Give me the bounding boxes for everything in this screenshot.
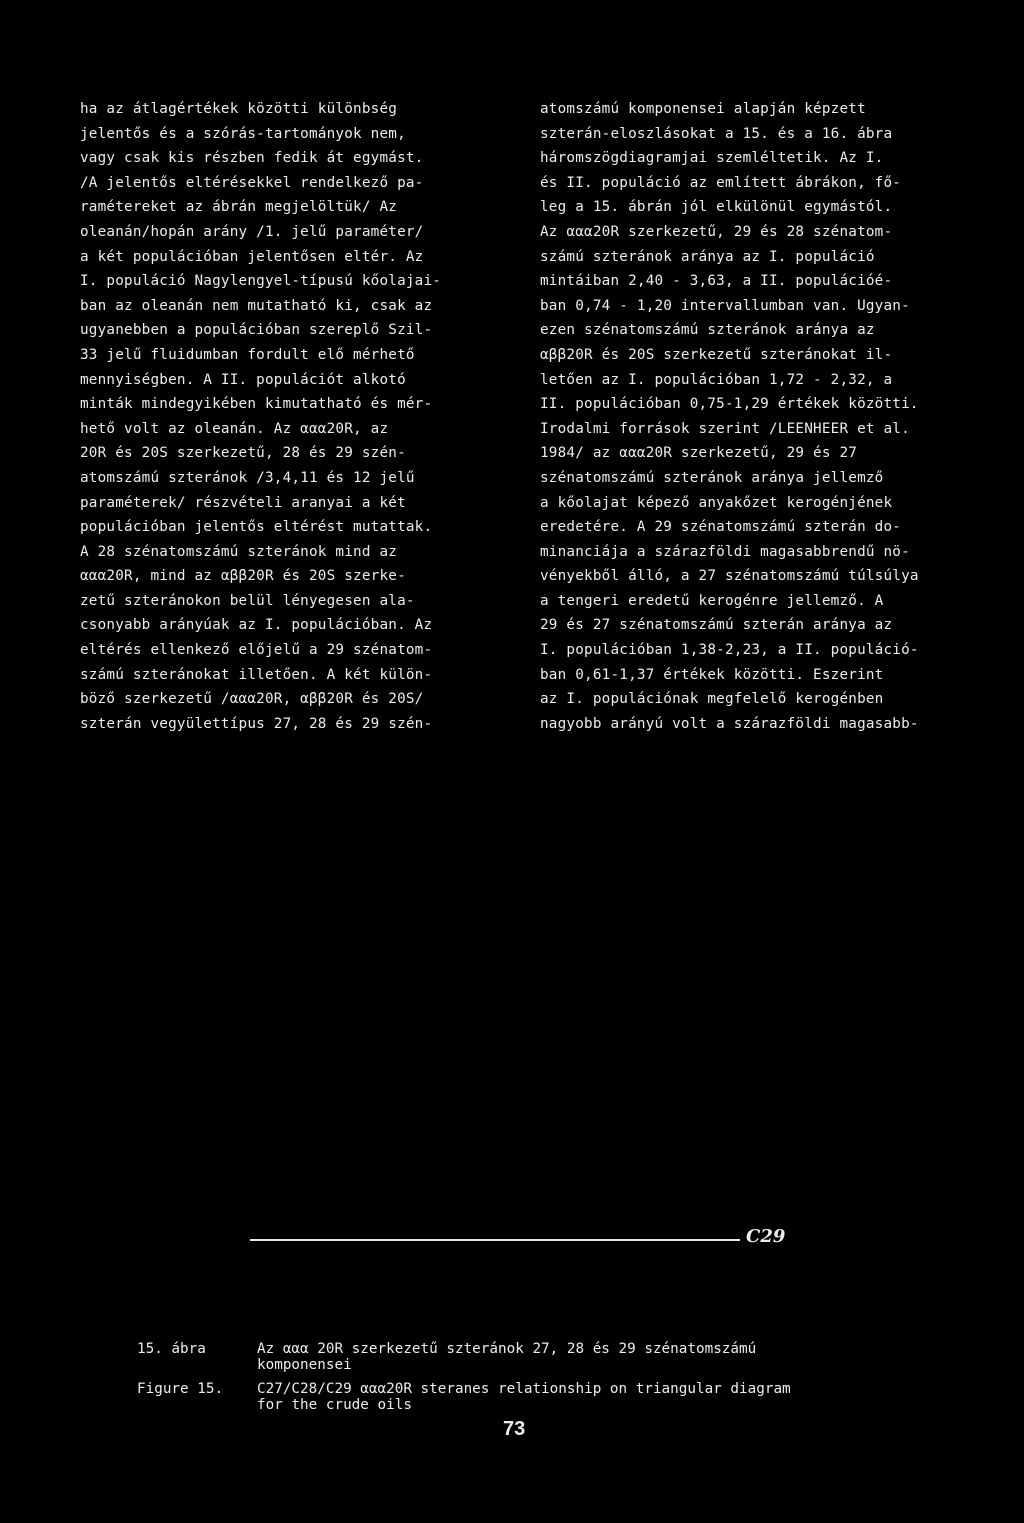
text-line: a két populációban jelentősen eltér. Az (80, 248, 424, 265)
text-line: szénatomszámú szteránok aránya jellemző (540, 469, 884, 486)
figure-axis-label: C29 (746, 1226, 786, 1247)
figure-triangle-base-line (250, 1239, 740, 1241)
text-line: hető volt az oleanán. Az ααα20R, az (80, 420, 389, 437)
caption-line: Az ααα 20R szerkezetű szteránok 27, 28 és 29 szénatomszámú (257, 1341, 757, 1357)
text-line: háromszögdiagramjai szemléltetik. Az I. (540, 150, 884, 167)
caption-number: Figure 15. (137, 1381, 224, 1397)
text-line: paraméterek/ részvételi aranyai a két (80, 494, 406, 511)
right-text-column (540, 97, 980, 736)
caption-number: 15. ábra (137, 1341, 206, 1357)
text-line: ban 0,74 - 1,20 intervallumban van. Ugyan- (540, 297, 910, 314)
text-line: ban 0,61-1,37 értékek közötti. Eszerint (540, 666, 884, 683)
text-line: 20R és 20S szerkezetű, 28 és 29 szén- (80, 445, 406, 462)
text-line: és II. populáció az említett ábrákon, fő- (540, 174, 902, 191)
text-line: ban az oleanán nem mutatható ki, csak az (80, 297, 433, 314)
caption-line: C27/C28/C29 ααα20R steranes relationship on triangular diagram (257, 1381, 791, 1397)
text-line: letően az I. populációban 1,72 - 2,32, a (540, 371, 893, 388)
text-line: vagy csak kis részben fedik át egymást. (80, 150, 424, 167)
text-line: a tengeri eredetű kerogénre jellemző. A (540, 592, 884, 609)
left-text-column (80, 97, 480, 736)
text-line: minták mindegyikében kimutatható és mér- (80, 396, 433, 413)
text-line: szterán vegyülettípus 27, 28 és 29 szén- (80, 715, 433, 732)
text-line: ramétereket az ábrán megjelöltük/ Az (80, 199, 398, 216)
caption-line: komponensei (257, 1357, 352, 1373)
text-line: csonyabb arányúak az I. populációban. Az (80, 617, 433, 634)
text-line: az I. populációnak megfelelő kerogénben (540, 691, 884, 708)
text-line: ααα20R, mind az αββ20R és 20S szerke- (80, 568, 406, 585)
text-line: ezen szénatomszámú szteránok aránya az (540, 322, 875, 339)
text-line: nagyobb arányú volt a szárazföldi magasabb- (540, 715, 919, 732)
text-line: Az ααα20R szerkezetű, 29 és 28 szénatom- (540, 223, 893, 240)
text-line: leg a 15. ábrán jól elkülönül egymástól. (540, 199, 893, 216)
text-line: böző szerkezetű /ααα20R, αββ20R és 20S/ (80, 691, 424, 708)
text-line: /A jelentős eltérésekkel rendelkező pa- (80, 174, 424, 191)
text-line: atomszámú szteránok /3,4,11 és 12 jelű (80, 469, 415, 486)
text-line: 29 és 27 szénatomszámú szterán aránya az (540, 617, 893, 634)
text-line: ha az átlagértékek közötti különbség (80, 101, 398, 117)
text-line: I. populáció Nagylengyel-típusú kőolajai- (80, 273, 442, 290)
text-line: I. populációban 1,38-2,23, a II. populáció- (540, 642, 919, 659)
caption-text (257, 1381, 897, 1413)
text-line: jelentős és a szórás-tartományok nem, (80, 125, 406, 142)
text-line: zetű szteránokon belül lényegesen ala- (80, 592, 415, 609)
caption-text (257, 1341, 897, 1373)
text-line: oleanán/hopán arány /1. jelű paraméter/ (80, 223, 424, 240)
text-line: eltérés ellenkező előjelű a 29 szénatom- (80, 642, 433, 659)
text-line: mintáiban 2,40 - 3,63, a II. populációé- (540, 273, 893, 290)
text-line: számú szteránok aránya az I. populáció (540, 248, 875, 265)
text-line: eredetére. A 29 szénatomszámú szterán do- (540, 519, 902, 536)
text-line: számú szteránokat illetően. A két külön- (80, 666, 433, 683)
text-line: Irodalmi források szerint /LEENHEER et al. (540, 420, 910, 437)
text-line: 33 jelű fluidumban fordult elő mérhető (80, 346, 415, 363)
text-line: vényekből álló, a 27 szénatomszámú túlsúlya (540, 568, 919, 585)
text-line: atomszámú komponensei alapján képzett (540, 101, 866, 117)
text-line: ugyanebben a populációban szereplő Szil- (80, 322, 433, 339)
caption-line: for the crude oils (257, 1397, 412, 1413)
text-line: szterán-eloszlásokat a 15. és a 16. ábra (540, 125, 893, 142)
page-number: 73 (503, 1418, 526, 1440)
text-line: 1984/ az ααα20R szerkezetű, 29 és 27 (540, 445, 858, 462)
text-line: αββ20R és 20S szerkezetű szteránokat il- (540, 346, 893, 363)
text-line: minanciája a szárazföldi magasabbrendű nö- (540, 543, 910, 560)
text-line: a kőolajat képező anyakőzet kerogénjének (540, 494, 893, 511)
text-line: mennyiségben. A II. populációt alkotó (80, 371, 406, 388)
text-line: A 28 szénatomszámú szteránok mind az (80, 543, 398, 560)
text-line: II. populációban 0,75-1,29 értékek közötti. (540, 396, 919, 413)
text-line: populációban jelentős eltérést mutattak. (80, 519, 433, 536)
